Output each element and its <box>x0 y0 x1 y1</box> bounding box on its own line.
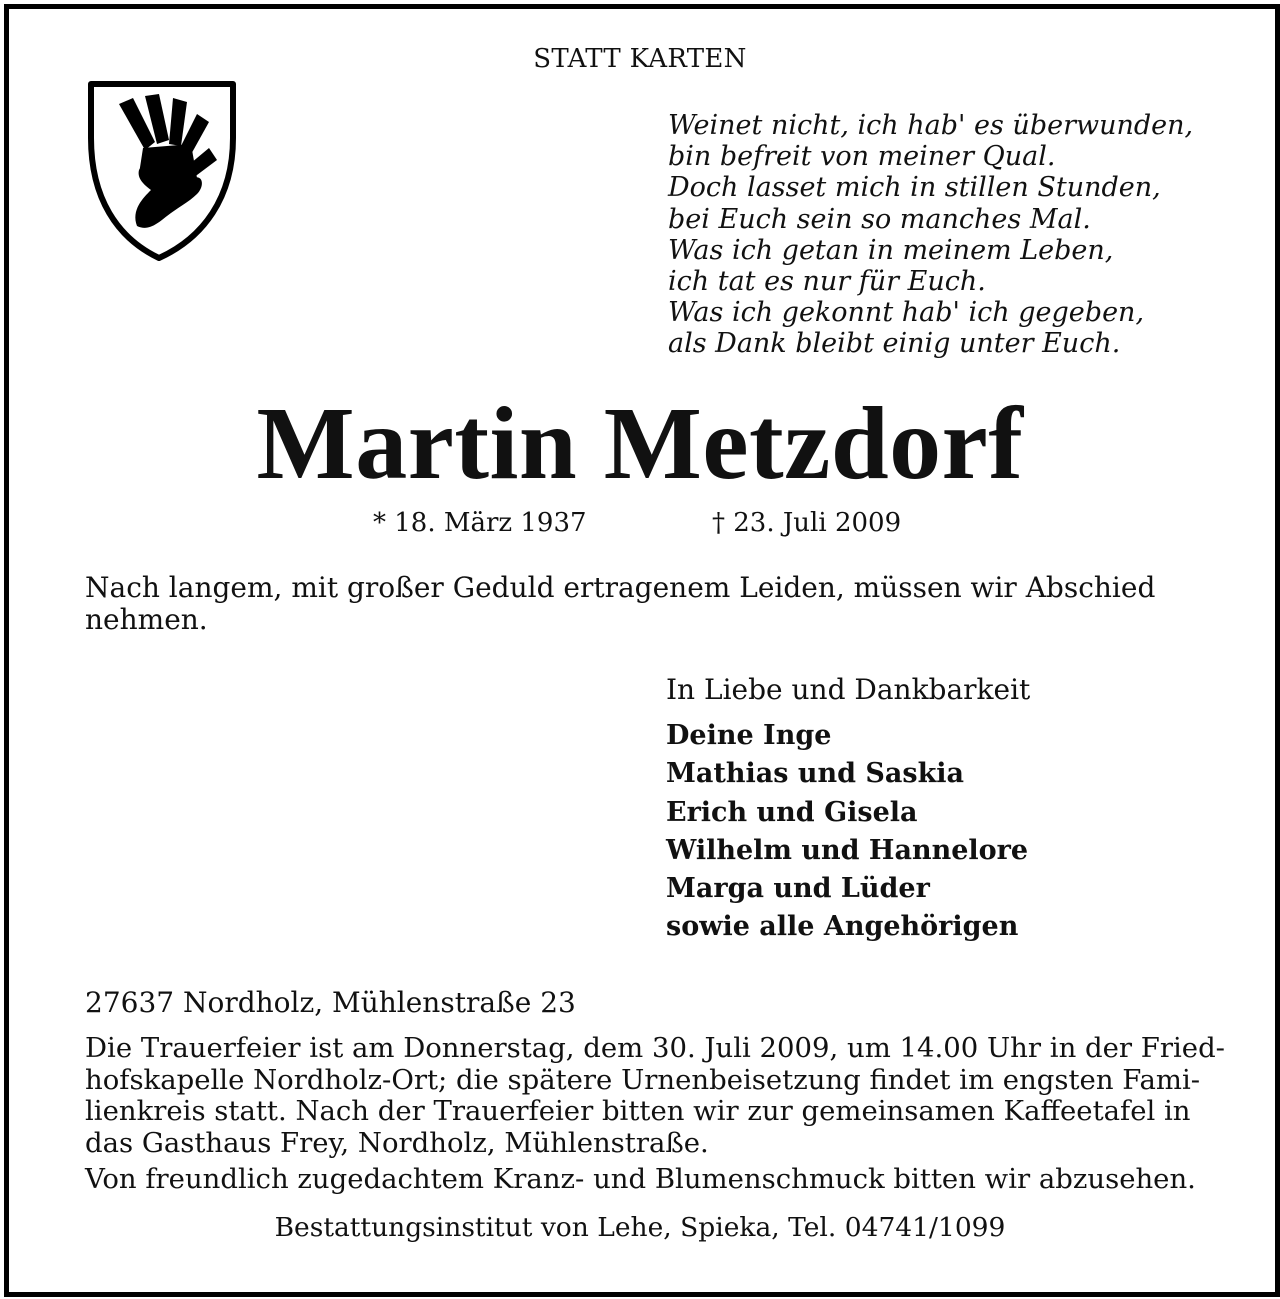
closing-note: Von freundlich zugedachtem Kranz- und Blumenschmuck bitten wir abzusehen. <box>85 1163 1196 1195</box>
coat-of-arms-hand-icon <box>85 78 239 262</box>
birth-date: * 18. März 1937 <box>373 508 587 538</box>
poem-line: Weinet nicht, ich hab' es überwunden, <box>668 110 1194 141</box>
poem-line: Doch lasset mich in stillen Stunden, <box>668 172 1161 204</box>
poem-line: bei Euch sein so manches Mal. <box>668 203 1091 235</box>
funeral-home: Bestattungsinstitut von Lehe, Spieka, Tel. 04741/1099 <box>274 1212 1006 1243</box>
poem-line: ich tat es nur für Euch. <box>668 266 986 298</box>
mourner: Wilhelm und Hannelore <box>666 834 1029 866</box>
mourner: Erich und Gisela <box>666 796 918 828</box>
mourner: sowie alle Angehörigen <box>666 911 1019 943</box>
poem <box>668 110 1193 360</box>
poem-line: bin befreit von meiner Qual. <box>668 141 1056 173</box>
deceased-name: Martin Metzdorf <box>256 386 1024 501</box>
mourner: Marga und Lüder <box>666 873 930 905</box>
address: 27637 Nordholz, Mühlenstraße 23 <box>85 986 576 1019</box>
intro-text: Nach langem, mit großer Geduld ertragenem Leiden, müssen wir Abschied nehmen. <box>85 571 1156 636</box>
service-line: das Gasthaus Frey, Nordholz, Mühlenstraße. <box>85 1126 709 1159</box>
service-line: hofskapelle Nordholz-Ort; die spätere Urnenbeisetzung findet im engsten Fami- <box>85 1063 1201 1096</box>
header-statt-karten: STATT KARTEN <box>533 44 747 74</box>
poem-line: als Dank bleibt einig unter Euch. <box>668 328 1121 360</box>
love-line: In Liebe und Dankbarkeit <box>666 673 1031 706</box>
mourners-list <box>666 717 1028 947</box>
mourner: Mathias und Saskia <box>666 758 965 790</box>
poem-line: Was ich getan in meinem Leben, <box>668 234 1114 266</box>
poem-line: Was ich gekonnt hab' ich gegeben, <box>668 297 1145 329</box>
death-date: † 23. Juli 2009 <box>712 508 902 538</box>
mourner: Deine Inge <box>666 720 832 751</box>
service-info <box>85 1032 1225 1159</box>
service-line: Die Trauerfeier ist am Donnerstag, dem 30. Juli 2009, um 14.00 Uhr in der Fried- <box>85 1032 1225 1064</box>
service-line: lienkreis statt. Nach der Trauerfeier bitten wir zur gemeinsamen Kaffeetafel in <box>85 1095 1191 1127</box>
